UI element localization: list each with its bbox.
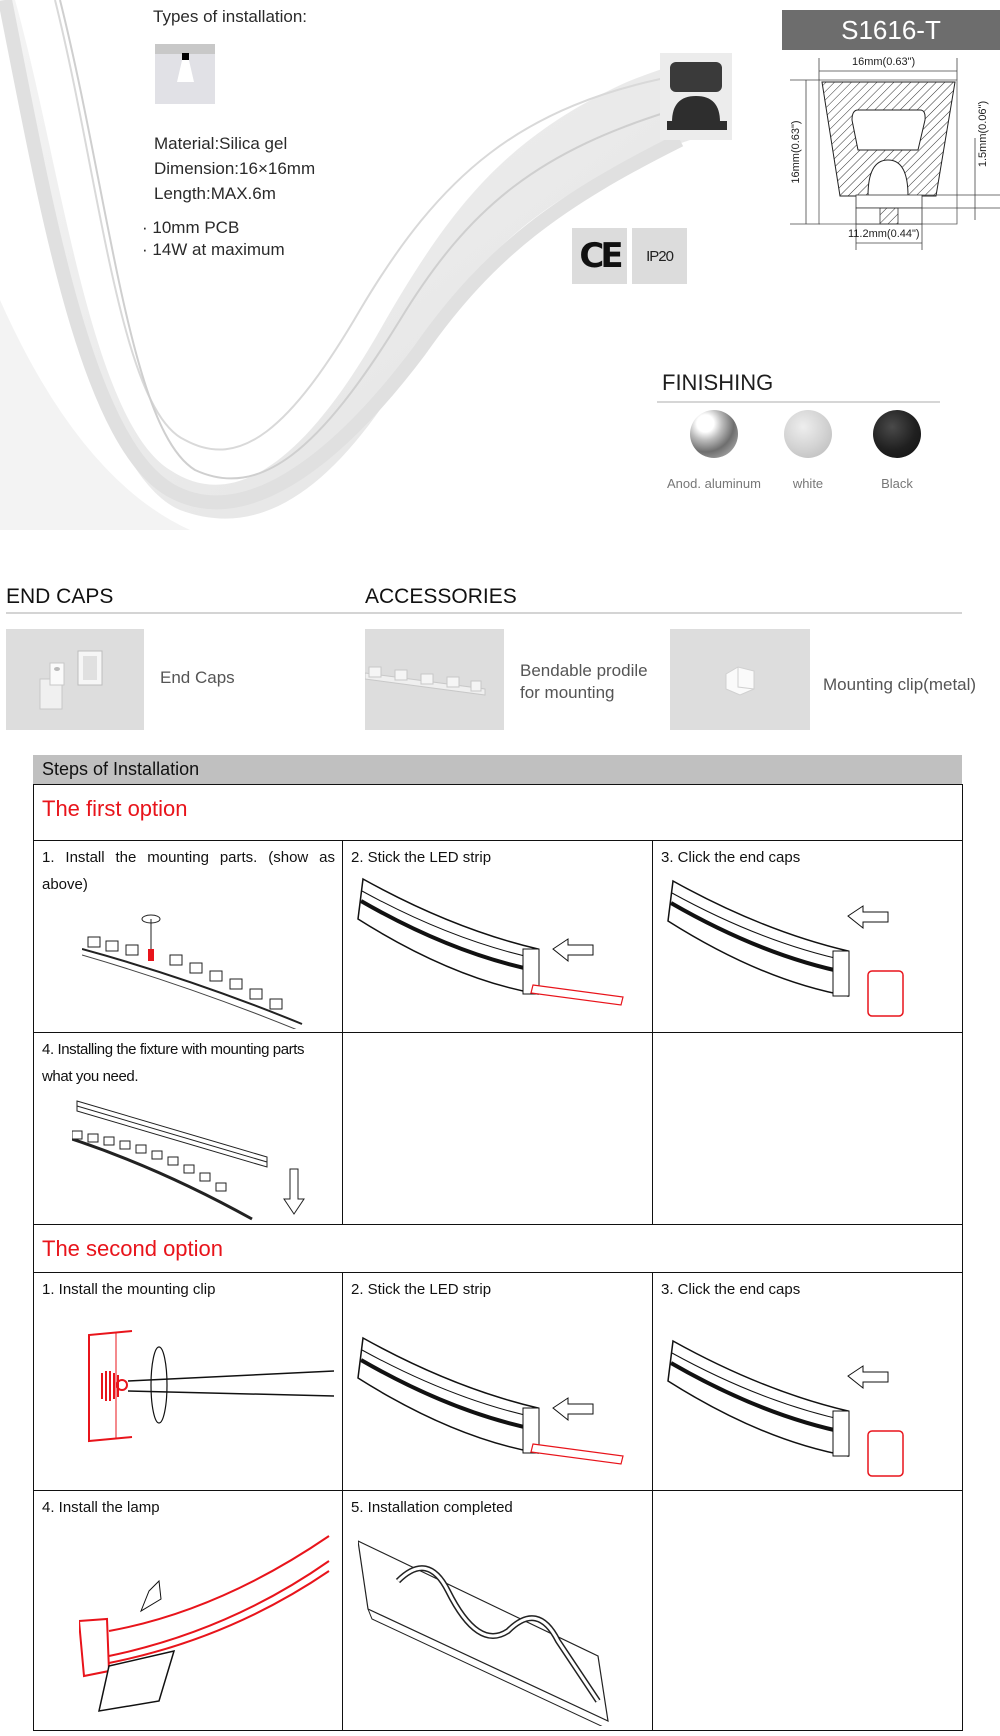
spec-length: Length:MAX.6m [154,184,276,203]
feature-pcb: · 10mm PCB [142,218,240,237]
divider [6,612,962,614]
step-text: 3. Click the end caps [661,1281,801,1298]
mounting-clip-image [670,629,810,730]
feature-list [142,217,285,261]
installation-types-title: Types of installation: [153,7,308,26]
table-row [34,1491,963,1731]
white-swatch[interactable] [784,410,832,458]
step-cell-empty [343,1033,653,1225]
finish-label-black: Black [881,476,913,491]
step-text: 2. Stick the LED strip [351,849,492,866]
table-row [34,841,963,1033]
installation-steps-table [33,784,963,1731]
dim-base-width: 11.2mm(0.44") [848,228,920,240]
dim-height: 16mm(0.63") [790,120,802,184]
mounting-parts-illustration [82,909,312,1029]
step-cell [34,1273,343,1491]
install-lamp-illustration [79,1531,339,1721]
step-cell [34,841,343,1033]
finish-label-aluminum: Anod. aluminum [667,476,761,491]
ip-rating-icon: IP20 [632,228,687,284]
step-cell [34,1491,343,1731]
second-option-title: The second option [42,1236,224,1261]
step-text: 4. Install the lamp [42,1499,160,1516]
install-fixture-illustration [72,1099,312,1224]
installation-completed-illustration [358,1531,643,1726]
click-end-caps-illustration [663,1331,953,1491]
finish-label-white: white [792,476,824,491]
stick-led-strip-illustration [353,869,643,1019]
step-text: 3. Click the end caps [661,849,801,866]
install-mounting-clip-illustration [84,1323,334,1463]
spec-list [154,131,315,206]
mounting-clip-label: Mounting clip(metal) [823,675,977,694]
step-cell [343,841,653,1033]
step-cell [343,1491,653,1731]
model-name-header [782,10,1000,50]
steps-header [33,755,962,785]
step-text: 4. Installing the fixture with mounting parts what you need. [42,1041,305,1085]
end-cap-image [6,629,144,730]
table-row [34,1033,963,1225]
step-text: 5. Installation completed [351,1499,513,1516]
end-caps-label: End Caps [160,668,235,687]
second-option-row [34,1225,963,1273]
model-name: S1616-T [841,14,941,45]
divider [657,401,940,403]
bendable-profile-image [365,629,504,730]
dim-wall: 1.5mm(0.06") [977,100,989,168]
step-cell [653,1273,963,1491]
step-text: 2. Stick the LED strip [351,1281,492,1298]
feature-power: · 14W at maximum [142,240,285,259]
step-cell [343,1273,653,1491]
steps-title: Steps of Installation [42,759,200,779]
first-option-title: The first option [42,796,188,821]
step-cell-empty [653,1033,963,1225]
first-option-row [34,785,963,841]
step-text: 1. Install the mounting parts. (show as above) [42,849,335,893]
dim-top-width: 16mm(0.63") [852,56,916,68]
accessories-title: ACCESSORIES [365,585,517,608]
finishing-title: FINISHING [662,370,774,395]
spec-material: Material:Silica gel [154,134,288,153]
click-end-caps-illustration [663,871,953,1031]
stick-led-strip-illustration [353,1328,643,1478]
black-swatch[interactable] [873,410,921,458]
ce-mark-icon: CE [572,228,627,284]
anodized-aluminum-swatch[interactable] [690,410,738,458]
spec-dimension: Dimension:16×16mm [154,159,316,178]
end-caps-title: END CAPS [6,585,114,608]
cross-section-drawing [790,50,1000,265]
bendable-profile-label: Bendable prodile for mounting [520,661,648,702]
step-cell [34,1033,343,1225]
step-text: 1. Install the mounting clip [42,1281,216,1298]
step-cell-empty [653,1491,963,1731]
surface-mount-icon [155,44,215,104]
table-row [34,1273,963,1491]
step-cell [653,841,963,1033]
